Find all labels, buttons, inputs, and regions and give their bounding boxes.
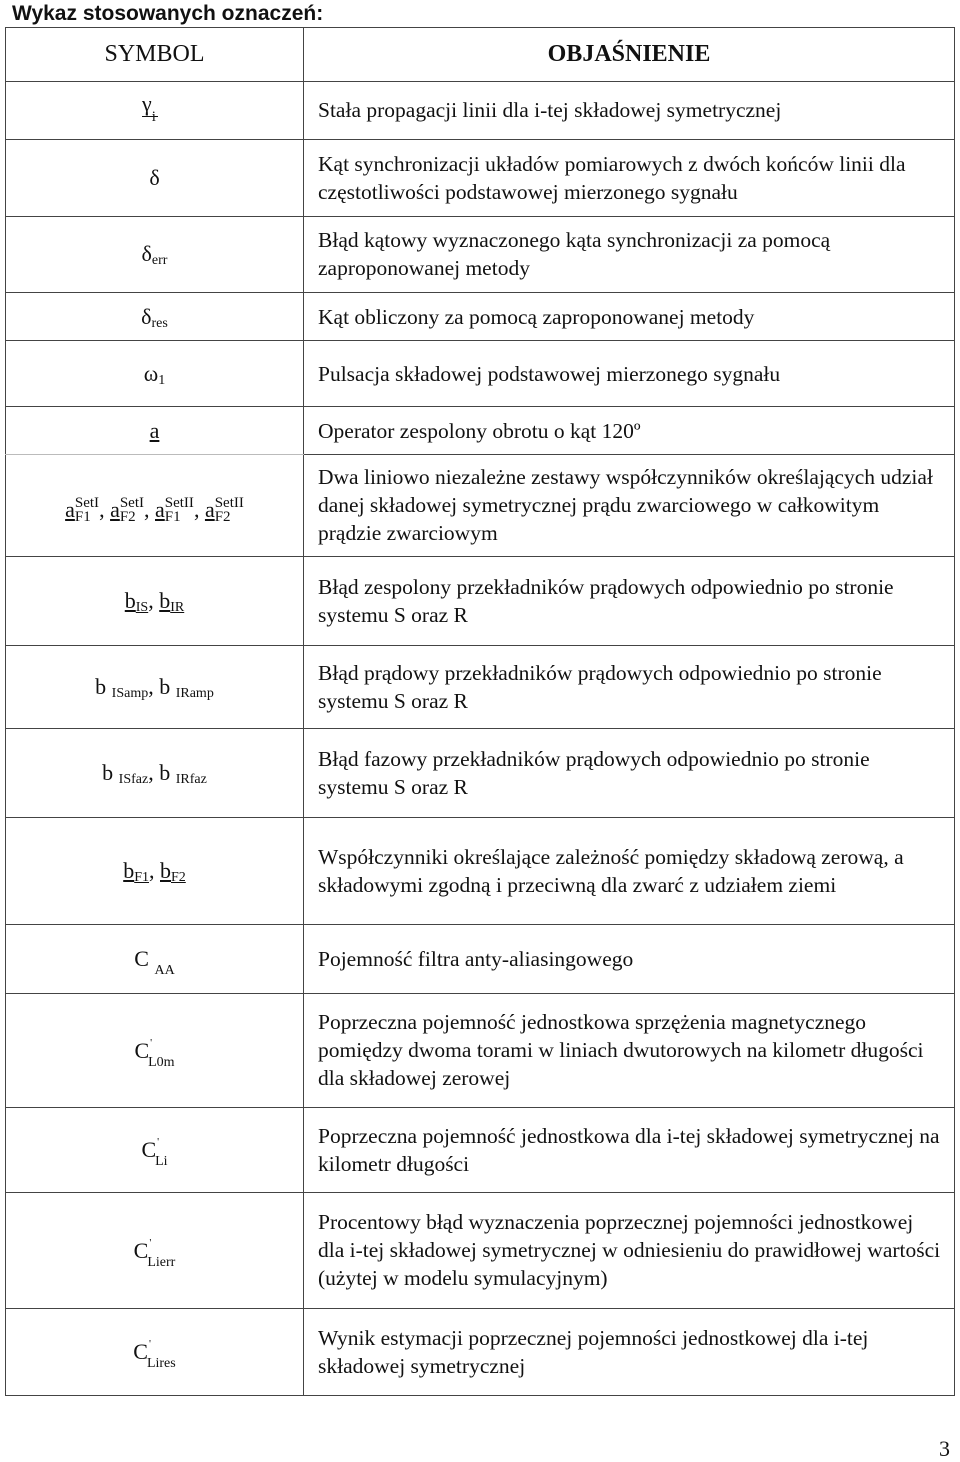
table-row — [6, 139, 955, 216]
symbol-c-lierr: $C'_{Lierr}$ — [6, 1192, 304, 1308]
explanation-cell: Dwa liniowo niezależne zestawy współczynników określających udział danej składowej symetrycznej prądu zwarciowego w całkowitym prądzie zwarciowym — [304, 454, 955, 556]
explanation-cell: Procentowy błąd wyznaczenia poprzecznej pojemności jednostkowej dla i-tej składowej symetrycznej w odniesieniu do prawidłowej wartości (użytej w modelu symulacyjnym) — [304, 1192, 955, 1308]
explanation-cell: Poprzeczna pojemność jednostkowa dla i-tej składowej symetrycznej na kilometr długości — [304, 1107, 955, 1192]
table-row — [6, 81, 955, 139]
table-row — [6, 1192, 955, 1308]
page-heading: Wykaz stosowanych oznaczeń: — [12, 2, 324, 25]
table-row — [6, 216, 955, 293]
table-row — [6, 925, 955, 993]
symbol-gamma-i: $\gamma_i$ — [6, 81, 304, 139]
table-row — [6, 728, 955, 817]
table-row — [6, 645, 955, 728]
explanation-cell: Kąt obliczony za pomocą zaproponowanej metody — [304, 293, 955, 341]
symbol-b-amp: b $_{ISamp}$, b $_{IRamp}$ — [6, 645, 304, 728]
symbol-c-li: $C'_{Li}$ — [6, 1107, 304, 1192]
explanation-cell: Błąd zespolony przekładników prądowych odpowiednio po stronie systemu S oraz R — [304, 556, 955, 645]
table-row — [6, 1107, 955, 1192]
symbol-b-faz: b $_{ISfaz}$, b $_{IRfaz}$ — [6, 728, 304, 817]
table-row — [6, 817, 955, 925]
symbol-delta-err: $\delta_{err}$ — [6, 216, 304, 293]
table-row — [6, 993, 955, 1107]
symbol-b-is-ir: $b_{IS}$, $b_{IR}$ — [6, 556, 304, 645]
symbol-delta: δ — [6, 139, 304, 216]
symbol-omega-1: $\omega_1$ — [6, 340, 304, 406]
table-row — [6, 454, 955, 556]
symbol-a-sets: a SetI F1 , a SetI F2 , a SetII F1 , a SetII F2 — [6, 454, 304, 556]
column-header-symbol: SYMBOL — [6, 28, 304, 82]
symbol-b-f1-f2: $b_{F1}$, $b_{F2}$ — [6, 817, 304, 925]
table-header-row — [6, 28, 955, 82]
explanation-cell: Błąd prądowy przekładników prądowych odpowiednio po stronie systemu S oraz R — [304, 645, 955, 728]
table-row — [6, 293, 955, 341]
explanation-cell: Poprzeczna pojemność jednostkowa sprzężenia magnetycznego pomiędzy dwoma torami w liniach dwutorowych na kilometr długości dla składowej zerowej — [304, 993, 955, 1107]
explanation-cell: Pulsacja składowej podstawowej mierzonego sygnału — [304, 340, 955, 406]
table-row — [6, 407, 955, 455]
column-header-explanation: OBJAŚNIENIE — [304, 28, 955, 82]
table-row — [6, 340, 955, 406]
page-number: 3 — [939, 1436, 950, 1461]
explanation-cell: Kąt synchronizacji układów pomiarowych z dwóch końców linii dla częstotliwości podstawowej mierzonego sygnału — [304, 139, 955, 216]
table-row — [6, 1308, 955, 1395]
explanation-cell: Operator zespolony obrotu o kąt 120º — [304, 407, 955, 455]
explanation-cell: Błąd kątowy wyznaczonego kąta synchronizacji za pomocą zaproponowanej metody — [304, 216, 955, 293]
explanation-cell: Błąd fazowy przekładników prądowych odpowiednio po stronie systemu S oraz R — [304, 728, 955, 817]
explanation-cell: Pojemność filtra anty-aliasingowego — [304, 925, 955, 993]
symbol-c-l0m: $C'_{L0m}$ — [6, 993, 304, 1107]
explanation-cell: Stała propagacji linii dla i-tej składowej symetrycznej — [304, 81, 955, 139]
symbol-delta-res: $\delta_{res}$ — [6, 293, 304, 341]
symbol-a: a — [6, 407, 304, 455]
explanation-cell: Współczynniki określające zależność pomiędzy składową zerową, a składowymi zgodną i przeciwną dla zwarć z udziałem ziemi — [304, 817, 955, 925]
symbol-c-aa: C $_{AA}$ — [6, 925, 304, 993]
symbols-table — [5, 27, 955, 1396]
symbol-c-lires: $C'_{Lires}$ — [6, 1308, 304, 1395]
explanation-cell: Wynik estymacji poprzecznej pojemności jednostkowej dla i-tej składowej symetrycznej — [304, 1308, 955, 1395]
table-row — [6, 556, 955, 645]
